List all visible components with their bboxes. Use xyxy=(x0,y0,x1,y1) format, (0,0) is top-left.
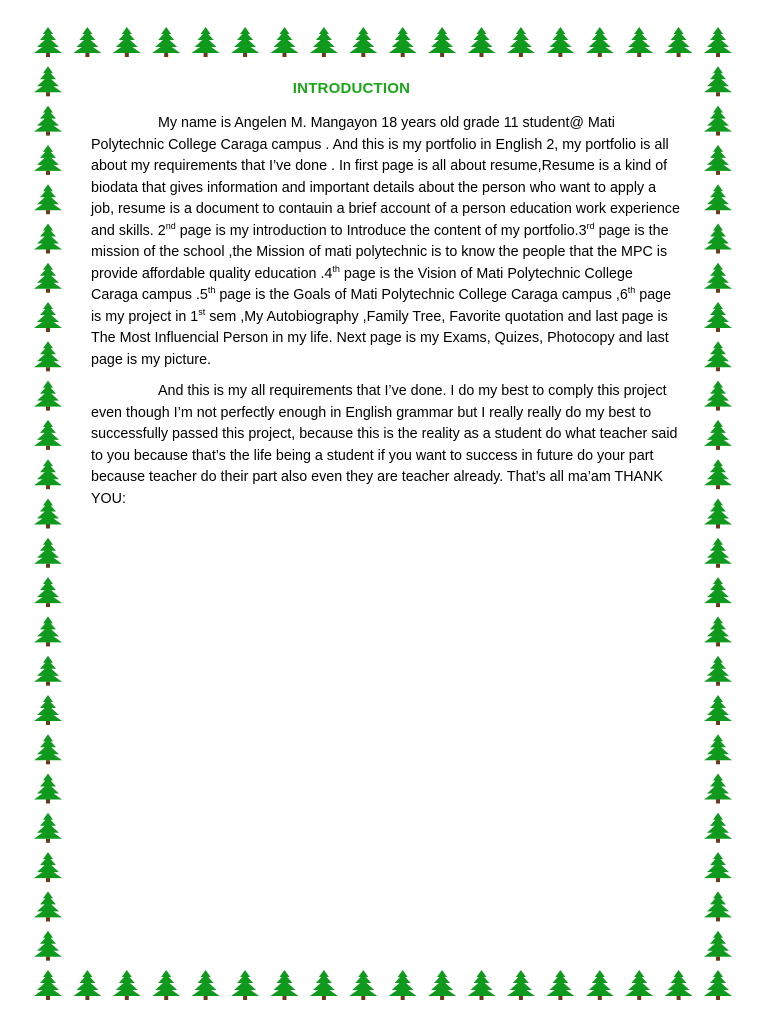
christmas-tree-icon xyxy=(34,813,62,843)
christmas-tree-icon xyxy=(34,734,62,764)
christmas-tree-icon xyxy=(271,970,299,1000)
christmas-tree-icon xyxy=(349,970,377,1000)
page-title: INTRODUCTION xyxy=(292,80,411,97)
christmas-tree-icon xyxy=(704,499,732,529)
christmas-tree-icon xyxy=(34,302,62,332)
christmas-tree-icon xyxy=(704,774,732,804)
christmas-tree-icon xyxy=(152,970,180,1000)
christmas-tree-icon xyxy=(665,970,693,1000)
christmas-tree-icon xyxy=(704,656,732,686)
christmas-tree-icon xyxy=(310,970,338,1000)
text-run: page is my introduction to Introduce the content of my portfolio.3 xyxy=(175,222,587,239)
christmas-tree-icon xyxy=(704,145,732,175)
christmas-tree-icon xyxy=(349,27,377,57)
christmas-tree-icon xyxy=(428,27,456,57)
christmas-tree-icon xyxy=(507,27,535,57)
ordinal-superscript: th xyxy=(207,285,216,296)
christmas-tree-icon xyxy=(546,970,574,1000)
christmas-tree-icon xyxy=(704,381,732,411)
christmas-tree-icon xyxy=(704,616,732,646)
christmas-tree-icon xyxy=(34,931,62,961)
christmas-tree-icon xyxy=(468,970,496,1000)
christmas-tree-icon xyxy=(192,27,220,57)
christmas-tree-icon xyxy=(34,341,62,371)
christmas-tree-icon xyxy=(389,27,417,57)
christmas-tree-icon xyxy=(271,27,299,57)
christmas-tree-icon xyxy=(113,27,141,57)
christmas-tree-icon xyxy=(704,734,732,764)
christmas-tree-icon xyxy=(546,27,574,57)
christmas-tree-icon xyxy=(192,970,220,1000)
christmas-tree-icon xyxy=(34,420,62,450)
christmas-tree-icon xyxy=(468,27,496,57)
ordinal-superscript: th xyxy=(332,263,340,274)
christmas-tree-icon xyxy=(625,27,653,57)
christmas-tree-icon xyxy=(34,499,62,529)
christmas-tree-icon xyxy=(704,813,732,843)
christmas-tree-icon xyxy=(704,224,732,254)
christmas-tree-icon xyxy=(704,106,732,136)
ordinal-superscript: rd xyxy=(586,220,595,231)
christmas-tree-icon xyxy=(507,970,535,1000)
christmas-tree-icon xyxy=(34,184,62,214)
christmas-tree-icon xyxy=(625,970,653,1000)
christmas-tree-icon xyxy=(34,27,62,57)
christmas-tree-icon xyxy=(704,891,732,921)
christmas-tree-icon xyxy=(704,852,732,882)
christmas-tree-icon xyxy=(34,656,62,686)
ordinal-superscript: st xyxy=(198,306,206,317)
christmas-tree-icon xyxy=(73,27,101,57)
christmas-tree-icon xyxy=(34,577,62,607)
christmas-tree-icon xyxy=(704,931,732,961)
text-run: page is the mission of the school ,the Mission of mati polytechnic is to know the people that the MPC is provide affordable quality education .4 xyxy=(91,222,669,282)
christmas-tree-icon xyxy=(152,27,180,57)
text-run: sem ,My Autobiography ,Family Tree, Favorite quotation and last page is The Most Influencial Person in my life. Next page is my Exams, Quizes, Photocopy and last page is my picture. xyxy=(91,308,669,368)
christmas-tree-icon xyxy=(34,381,62,411)
christmas-tree-icon xyxy=(34,891,62,921)
text-run: page is my project in 1 xyxy=(91,287,672,325)
paragraph-closing: And this is my all requirements that I’ve done. I do my best to comply this project even though I’m not perfectly enough in English grammar but I really really do my best to successfully passed this project, because this is the reality as a student do what teacher said to you because that’s the life being a student if you want to success in future do your part because teacher do their part also even they are teacher already. That’s all ma’am THANK YOU: xyxy=(91,383,678,507)
christmas-tree-icon xyxy=(34,145,62,175)
ordinal-superscript: nd xyxy=(165,220,176,231)
christmas-tree-icon xyxy=(586,27,614,57)
christmas-tree-icon xyxy=(34,970,62,1000)
christmas-tree-icon xyxy=(704,263,732,293)
christmas-tree-icon xyxy=(704,341,732,371)
text-run: page is the Goals of Mati Polytechnic College Caraga campus ,6 xyxy=(215,287,628,303)
christmas-tree-icon xyxy=(704,66,732,96)
christmas-tree-icon xyxy=(34,459,62,489)
christmas-tree-icon xyxy=(704,27,732,57)
christmas-tree-icon xyxy=(73,970,101,1000)
christmas-tree-icon xyxy=(704,184,732,214)
christmas-tree-icon xyxy=(704,420,732,450)
text-run: My name is Angelen M. Mangayon 18 years old grade 11 student@ Mati Polytechnic College Caraga campus . And this is my portfolio in English 2, my portfolio is all about my requirements that I’ve done . In first page is all about resume,Resume is a kind of biodata that gives information and important details about the person who want to apply a job, resume is a document to contauin a brief account of a person education work experience and skills. 2 xyxy=(91,115,680,239)
christmas-tree-icon xyxy=(389,970,417,1000)
paragraph-intro xyxy=(91,113,681,371)
christmas-tree-icon xyxy=(665,27,693,57)
christmas-tree-icon xyxy=(704,302,732,332)
christmas-tree-icon xyxy=(34,224,62,254)
text-run: page is the Vision of Mati Polytechnic College Caraga campus .5 xyxy=(91,265,633,303)
christmas-tree-icon xyxy=(704,577,732,607)
christmas-tree-icon xyxy=(231,27,259,57)
christmas-tree-icon xyxy=(34,774,62,804)
christmas-tree-icon xyxy=(34,852,62,882)
christmas-tree-icon xyxy=(310,27,338,57)
christmas-tree-icon xyxy=(231,970,259,1000)
christmas-tree-icon xyxy=(34,263,62,293)
christmas-tree-icon xyxy=(704,538,732,568)
christmas-tree-icon xyxy=(34,106,62,136)
christmas-tree-icon xyxy=(586,970,614,1000)
christmas-tree-icon xyxy=(704,970,732,1000)
christmas-tree-icon xyxy=(428,970,456,1000)
christmas-tree-icon xyxy=(34,538,62,568)
ordinal-superscript: th xyxy=(627,285,636,296)
christmas-tree-icon xyxy=(34,616,62,646)
christmas-tree-icon xyxy=(704,695,732,725)
christmas-tree-icon xyxy=(34,695,62,725)
document-body xyxy=(91,113,681,520)
christmas-tree-icon xyxy=(704,459,732,489)
christmas-tree-icon xyxy=(113,970,141,1000)
